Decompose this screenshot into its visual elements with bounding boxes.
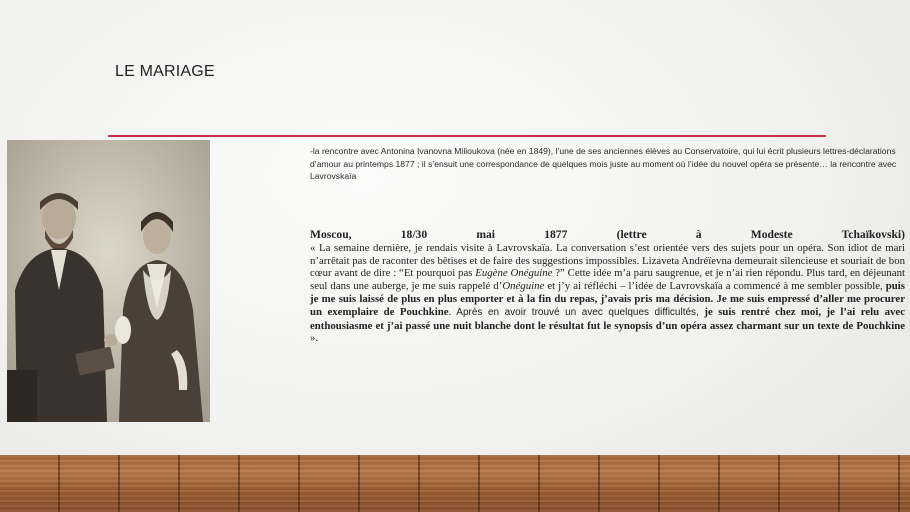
- letter-bold-2: je suis rentré chez moi, je l’ai relu avec enthousiasme et j’ai passé une nuit blanche dont le résultat fut le synopsis d’un opéra assez charmant sur un texte de Pouchkine: [310, 305, 905, 332]
- letter-text-1: « La semaine dernière, je rendais visite à Lavrovskaïa. La conversation s’est orientée vers des sujets pour un opéra. Son idiot de mari n’arrêtait pas de raconter des bêtises et de faire des suggestions impossibles. Lizaveta Andréïevna demeurait silencieuse et souriait de bon cœur avant de dire : “Et pourquoi pas: [310, 241, 905, 280]
- accent-divider: [108, 135, 826, 137]
- portrait-illustration: [7, 140, 210, 422]
- couple-portrait-photo: [7, 140, 210, 422]
- wooden-floor-decoration: [0, 455, 910, 512]
- letter-excerpt: [310, 229, 905, 345]
- letter-heading: Moscou, 18/30 mai 1877 (lettre à Modeste Tchaïkovski): [310, 228, 905, 241]
- letter-text-4: . Après en avoir trouvé un avec quelques difficultés,: [448, 306, 705, 318]
- letter-text-2: ?” Cette idée m’a paru saugrenue, et je n’ai rien répondu. Plus tard, en déjeunant seul dans une auberge, je me suis rappelé d’: [310, 267, 905, 293]
- letter-italic-1: Eugène Onéguine: [475, 267, 553, 280]
- slide-title: LE MARIAGE: [115, 63, 215, 80]
- letter-text-3: et j’y ai réfléchi – l’idée de Lavrovskaïa a commencé à me sembler possible,: [544, 280, 886, 293]
- letter-bold-1: puis je me suis laissé de plus en plus emporter et à la fin du repas, j’avais pris ma décision. Je me suis empressé d’aller me procurer un exemplaire de Pouchkine: [310, 280, 905, 318]
- intro-paragraph: -la rencontre avec Antonina Ivanovna Milioukova (née en 1849), l’une de ses anciennes élèves au Conservatoire, qui lui écrit plusieurs lettres-déclarations d’amour au printemps 1877 ; il s’ensuit une correspondance de quelques mois juste au moment où l’idée du nouvel opéra se présente… la rencontre avec Lavrovskaïa: [310, 146, 897, 182]
- letter-text-5: ».: [310, 332, 319, 345]
- letter-italic-2: Onéguine: [502, 280, 545, 293]
